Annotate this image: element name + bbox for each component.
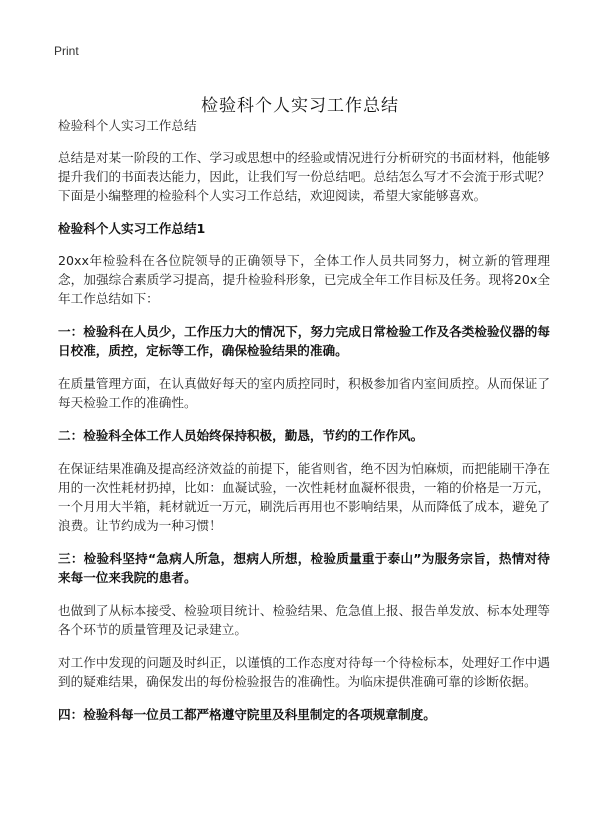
point-4-heading: 四：检验科每一位员工都严格遵守院里及科里制定的各项规章制度。: [58, 707, 436, 722]
point-2-heading: 二：检验科全体工作人员始终保持积极，勤恳，节约的工作作风。: [58, 428, 424, 443]
point-3-heading: 三：检验科坚持“急病人所急，想病人所想，检验质量重于泰山”为服务宗旨，热情对待来每一位来我院的患者。: [58, 551, 550, 585]
section-intro-paragraph: 20xx年检验科在各位院领导的正确领导下，全体工作人员共同努力，树立新的管理理念，加强综合素质学习提高，提升检验科形象，已完成全年工作目标及任务。现将20x全年工作总结如下：: [58, 253, 550, 306]
document-body: [58, 116, 550, 738]
point-1-paragraph: 在质量管理方面，在认真做好每天的室内质控同时，积极参加省内室间质控。从而保证了每天检验工作的准确性。: [58, 376, 550, 410]
point-2-paragraph: 在保证结果准确及提高经济效益的前提下，能省则省，绝不因为怕麻烦，而把能刷干净在用的一次性耗材扔掉，比如：血凝试验，一次性耗材血凝杯很贵，一箱的价格是一万元，一个月用大半箱，耗材就近一万元，刷洗后再用也不影响结果，从而降低了成本，避免了浪费。让节约成为一种习惯！: [58, 461, 550, 533]
section-title: 检验科个人实习工作总结1: [58, 221, 206, 236]
point-3-paragraph-1: 也做到了从标本接受、检验项目统计、检验结果、危急值上报、报告单发放、标本处理等各个环节的质量管理及记录建立。: [58, 603, 550, 637]
point-1-heading: 一：检验科在人员少，工作压力大的情况下，努力完成日常检验工作及各类检验仪器的每日校准，质控，定标等工作，确保检验结果的准确。: [58, 324, 550, 358]
document-title: 检验科个人实习工作总结: [201, 96, 399, 117]
print-label: Print: [54, 44, 79, 58]
intro-paragraph: 总结是对某一阶段的工作、学习或思想中的经验或情况进行分析研究的书面材料，他能够提升我们的书面表达能力，因此，让我们写一份总结吧。总结怎么写才不会流于形式呢？下面是小编整理的检验科个人实习工作总结，欢迎阅读，希望大家能够喜欢。: [58, 150, 550, 203]
document-subtitle: 检验科个人实习工作总结: [58, 118, 197, 133]
point-3-paragraph-2: 对工作中发现的问题及时纠正，以谨慎的工作态度对待每一个待检标本，处理好工作中遇到的疑难结果，确保发出的每份检验报告的准确性。为临床提供准确可靠的诊断依据。: [58, 655, 550, 689]
